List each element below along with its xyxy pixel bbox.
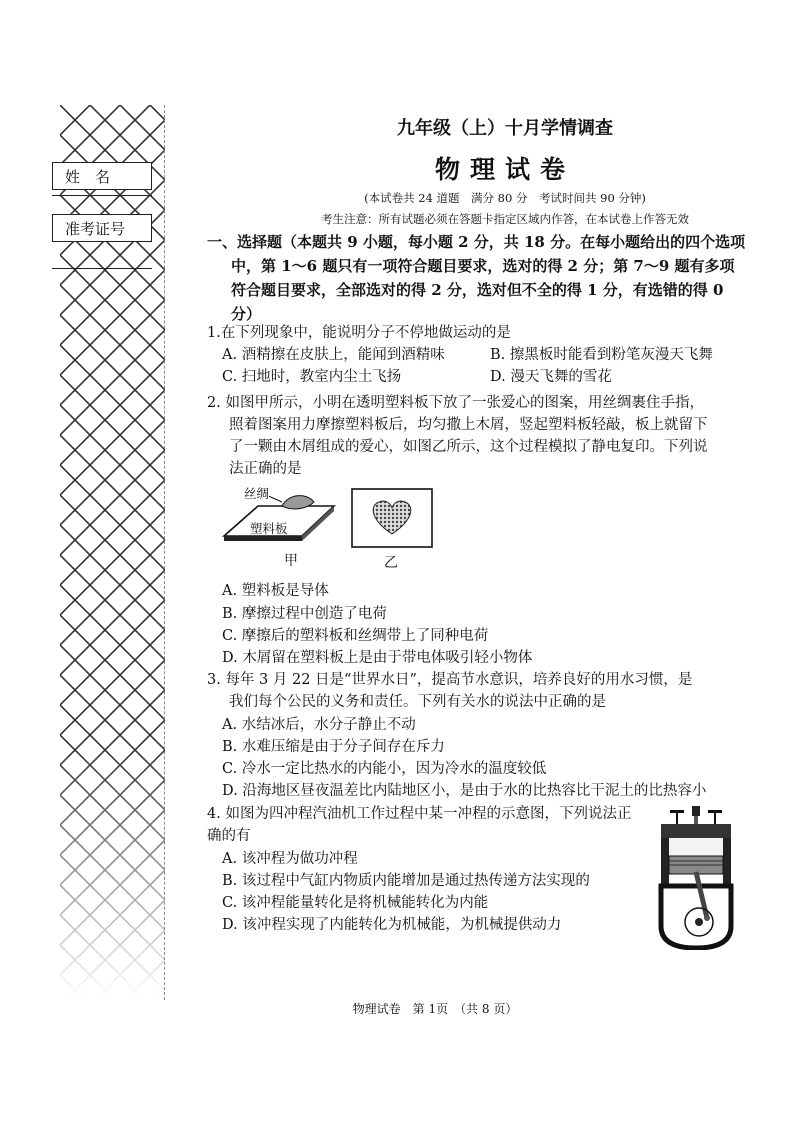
figure-jia-label-silk: 丝绸 <box>244 486 270 501</box>
name-field-box <box>52 162 152 190</box>
q2-option-b: B. 摩擦过程中创造了电荷 <box>222 606 387 622</box>
q3-option-a: A. 水结冰后，水分子静止不动 <box>222 717 416 733</box>
q2-option-a: A. 塑料板是导体 <box>222 583 329 599</box>
q1-option-d: D. 漫天飞舞的雪花 <box>490 369 612 385</box>
section-1-line: 分） <box>231 305 262 323</box>
q4-option-a: A. 该冲程为做功冲程 <box>222 851 358 867</box>
figure-jia-caption: 甲 <box>284 553 298 569</box>
page-footer: 物理试卷 第 1页 （共 8 页） <box>352 1002 518 1016</box>
q4-stem-line: 4. 如图为四冲程汽油机工作过程中某一冲程的示意图，下列说法正 <box>207 806 632 822</box>
q3-stem-line: 3. 每年 3 月 22 日是“世界水日”，提高节水意识，培养良好的用水习惯，是 <box>207 672 693 688</box>
q2-stem-line: 2. 如图甲所示，小明在透明塑料板下放了一张爱心的图案，用丝绸裹住手指， <box>207 395 704 411</box>
engine-cylinder-diagram <box>655 806 737 950</box>
q3-stem <box>207 669 692 713</box>
exam-info: (本试卷共 24 道题 满分 80 分 考试时间共 90 分钟) <box>364 191 646 205</box>
exam-notice: 考生注意：所有试题必须在答题卡指定区域内作答，在本试卷上作答无效 <box>321 212 689 226</box>
q2-stem-line: 照着图案用力摩擦塑料板后，均匀撒上木屑，竖起塑料板轻敲，板上就留下 <box>229 417 708 433</box>
q1-option-b: B. 擦黑板时能看到粉笔灰漫天飞舞 <box>490 347 713 363</box>
q4-stem-line: 确的有 <box>207 828 251 844</box>
section-1-instructions <box>207 230 745 326</box>
exam-id-label: 准考证号 <box>65 220 126 238</box>
q1-option-a: A. 酒精擦在皮肤上，能闻到酒精味 <box>222 347 445 363</box>
q4-option-d: D. 该冲程实现了内能转化为机械能，为机械提供动力 <box>222 917 562 933</box>
figure-jia-label-plate: 塑料板 <box>250 521 288 536</box>
binding-dashed-line <box>164 105 165 1000</box>
q4-option-b: B. 该过程中气缸内物质内能增加是通过热传递方法实现的 <box>222 873 590 889</box>
q3-option-d: D. 沿海地区昼夜温差比内陆地区小，是由于水的比热容比干泥土的比热容小 <box>222 783 707 799</box>
figure-yi-heart <box>351 488 433 548</box>
q3-stem-line: 我们每个公民的义务和责任。下列有关水的说法中正确的是 <box>229 694 606 710</box>
q2-stem-line: 法正确的是 <box>229 461 302 477</box>
q2-stem-line: 了一颗由木屑组成的爱心，如图乙所示，这个过程模拟了静电复印。下列说 <box>229 439 708 455</box>
subject-title: 物理试卷 <box>434 155 575 184</box>
section-1-line: 符合题目要求，全部选对的得 2 分，选对但不全的得 1 分，有选错的得 0 <box>231 281 724 299</box>
name-underline <box>52 195 152 196</box>
exam-id-field-box <box>52 214 152 242</box>
exam-id-underline <box>52 268 152 269</box>
section-1-line: 中，第 1～6 题只有一项符合题目要求，选对的得 2 分；第 7～9 题有多项 <box>231 257 735 275</box>
q3-option-b: B. 水难压缩是由于分子间存在斥力 <box>222 739 445 755</box>
exam-title: 九年级（上）十月学情调查 <box>397 118 613 139</box>
q2-option-d: D. 木屑留在塑料板上是由于带电体吸引轻小物体 <box>222 650 533 666</box>
q2-option-c: C. 摩擦后的塑料板和丝绸带上了同种电荷 <box>222 628 489 644</box>
q1-stem: 1.在下列现象中，能说明分子不停地做运动的是 <box>207 325 511 341</box>
section-1-line: 一、选择题（本题共 9 小题，每小题 2 分，共 18 分。在每小题给出的四个选项 <box>207 233 746 251</box>
q4-stem <box>207 803 631 847</box>
q4-option-c: C. 该冲程能量转化是将机械能转化为内能 <box>222 895 489 911</box>
q2-stem <box>207 392 708 480</box>
q3-option-c: C. 冷水一定比热水的内能小，因为冷水的温度较低 <box>222 761 547 777</box>
name-label: 姓 名 <box>65 168 111 186</box>
figure-yi-caption: 乙 <box>384 555 398 571</box>
q1-option-c: C. 扫地时，教室内尘土飞扬 <box>222 369 402 385</box>
